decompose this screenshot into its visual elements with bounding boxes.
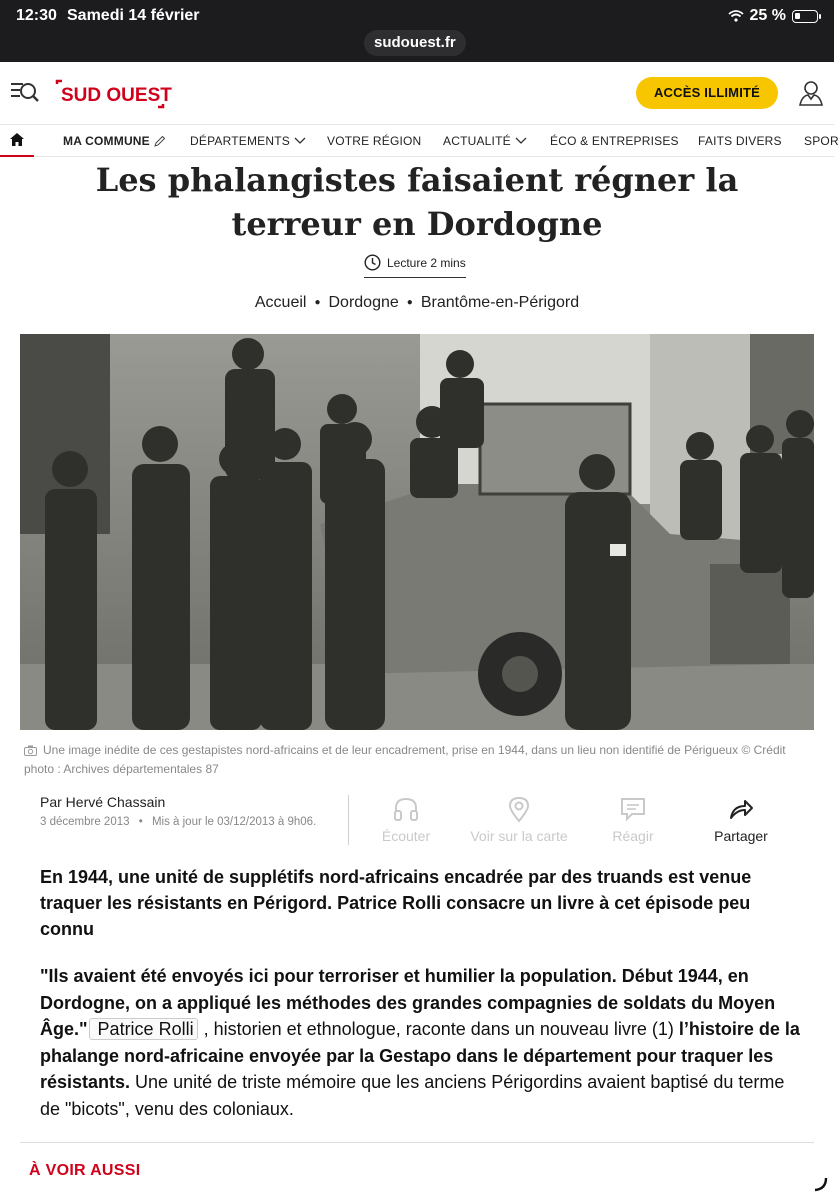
author-name[interactable]: Par Hervé Chassain bbox=[40, 794, 166, 810]
menu-search-icon[interactable] bbox=[10, 79, 40, 105]
status-time: 12:30 bbox=[16, 7, 57, 24]
headphones-icon bbox=[393, 796, 419, 822]
clock-icon bbox=[364, 254, 381, 271]
see-also-heading: À VOIR AUSSI bbox=[29, 1162, 141, 1179]
chevron-down-icon bbox=[515, 137, 527, 145]
map-button[interactable] bbox=[464, 796, 574, 844]
wifi-icon bbox=[728, 10, 744, 22]
photo-caption bbox=[24, 741, 814, 779]
status-indicators bbox=[728, 7, 818, 25]
photo-illustration bbox=[20, 334, 814, 730]
nav-departements[interactable]: DÉPARTEMENTS bbox=[190, 134, 306, 148]
nav-eco-entreprises[interactable]: ÉCO & ENTREPRISES bbox=[550, 134, 679, 148]
pencil-icon bbox=[154, 135, 166, 147]
listen-label: Écouter bbox=[381, 828, 431, 844]
user-account-icon[interactable] bbox=[798, 79, 824, 107]
site-logo[interactable] bbox=[56, 80, 172, 108]
published-date: 3 décembre 2013 bbox=[40, 816, 130, 828]
nav-votre-region[interactable]: VOTRE RÉGION bbox=[327, 134, 422, 148]
publish-dates: 3 décembre 2013 • Mis à jour le 03/12/2013 à 9h06. bbox=[40, 816, 317, 828]
breadcrumb-accueil[interactable]: Accueil bbox=[254, 294, 307, 311]
unlimited-access-button[interactable]: ACCÈS ILLIMITÉ bbox=[636, 77, 778, 109]
nav-home[interactable] bbox=[0, 125, 34, 157]
paragraph-text-2: Une unité de triste mémoire que les anciens Périgordins avaient baptisé du terme de "bicots", venu des coloniaux. bbox=[40, 1072, 785, 1119]
react-label: Réagir bbox=[612, 828, 654, 844]
battery-level: 25 % bbox=[749, 7, 786, 24]
caption-text: Une image inédite de ces gestapistes nord-africains et de leur encadrement, prise en 1944, dans un lieu non identifié de Périgueux © Crédit photo : Archives départementales 87 bbox=[24, 743, 786, 776]
share-label: Partager bbox=[714, 828, 768, 844]
map-pin-icon bbox=[508, 796, 530, 822]
nav-faits-divers[interactable]: FAITS DIVERS bbox=[698, 134, 782, 148]
listen-button[interactable] bbox=[351, 796, 461, 844]
battery-icon bbox=[792, 10, 818, 23]
updated-date: Mis à jour le 03/12/2013 à 9h06. bbox=[151, 816, 317, 828]
byline bbox=[40, 794, 340, 828]
nav-ma-commune[interactable]: MA COMMUNE bbox=[63, 134, 166, 148]
logo-text: SUD OUEST bbox=[61, 85, 172, 106]
camera-icon bbox=[24, 745, 37, 756]
article-photo[interactable] bbox=[20, 334, 814, 730]
nav-sport[interactable]: SPOR bbox=[804, 134, 839, 148]
share-icon bbox=[728, 796, 754, 822]
article-title: Les phalangistes faisaient régner la terreur en Dordogne bbox=[95, 161, 739, 243]
comment-icon bbox=[620, 796, 646, 822]
byline-divider bbox=[348, 795, 349, 845]
status-date: Samedi 14 février bbox=[67, 7, 200, 24]
article-lead: En 1944, une unité de supplétifs nord-africains encadrée par des truands est venue traquer les résistants en Périgord. Patrice Rolli consacre un livre à cet épisode peu connu bbox=[40, 867, 752, 939]
status-bar bbox=[0, 0, 834, 62]
section-divider bbox=[20, 1142, 814, 1143]
react-button[interactable] bbox=[578, 796, 688, 844]
map-label: Voir sur la carte bbox=[470, 828, 568, 844]
site-header bbox=[0, 62, 834, 125]
main-nav bbox=[0, 125, 839, 157]
paragraph-quote: "Ils avaient été envoyés ici pour terroriser et humilier la population. Début 1944, en Dordogne, on a appliqué les méthodes des grandes compagnies de soldats du Moyen Âge." bbox=[40, 966, 776, 1039]
author-link-patrice-rolli[interactable]: Patrice Rolli bbox=[89, 1018, 198, 1040]
paragraph-text-1: , historien et ethnologue, raconte dans un nouveau livre (1) bbox=[198, 1019, 679, 1039]
share-button[interactable] bbox=[686, 796, 796, 844]
chevron-down-icon bbox=[294, 137, 306, 145]
reading-time bbox=[364, 254, 466, 278]
url-bar[interactable]: sudouest.fr bbox=[364, 30, 466, 56]
reading-time-label: Lecture 2 mins bbox=[387, 255, 466, 270]
paragraph-bold: l’histoire de la phalange nord-africaine envoyée par la Gestapo dans le département pour traquer les résistants. bbox=[40, 1019, 800, 1092]
article-paragraph bbox=[40, 963, 800, 1122]
breadcrumb-dordogne[interactable]: Dordogne bbox=[328, 294, 399, 311]
home-icon bbox=[10, 133, 24, 146]
breadcrumb-brantome[interactable]: Brantôme-en-Périgord bbox=[420, 294, 580, 311]
nav-actualite[interactable]: ACTUALITÉ bbox=[443, 134, 527, 148]
breadcrumb: Accueil ● Dordogne ● Brantôme-en-Périgord bbox=[254, 294, 580, 311]
scroll-corner-icon bbox=[812, 1176, 828, 1192]
